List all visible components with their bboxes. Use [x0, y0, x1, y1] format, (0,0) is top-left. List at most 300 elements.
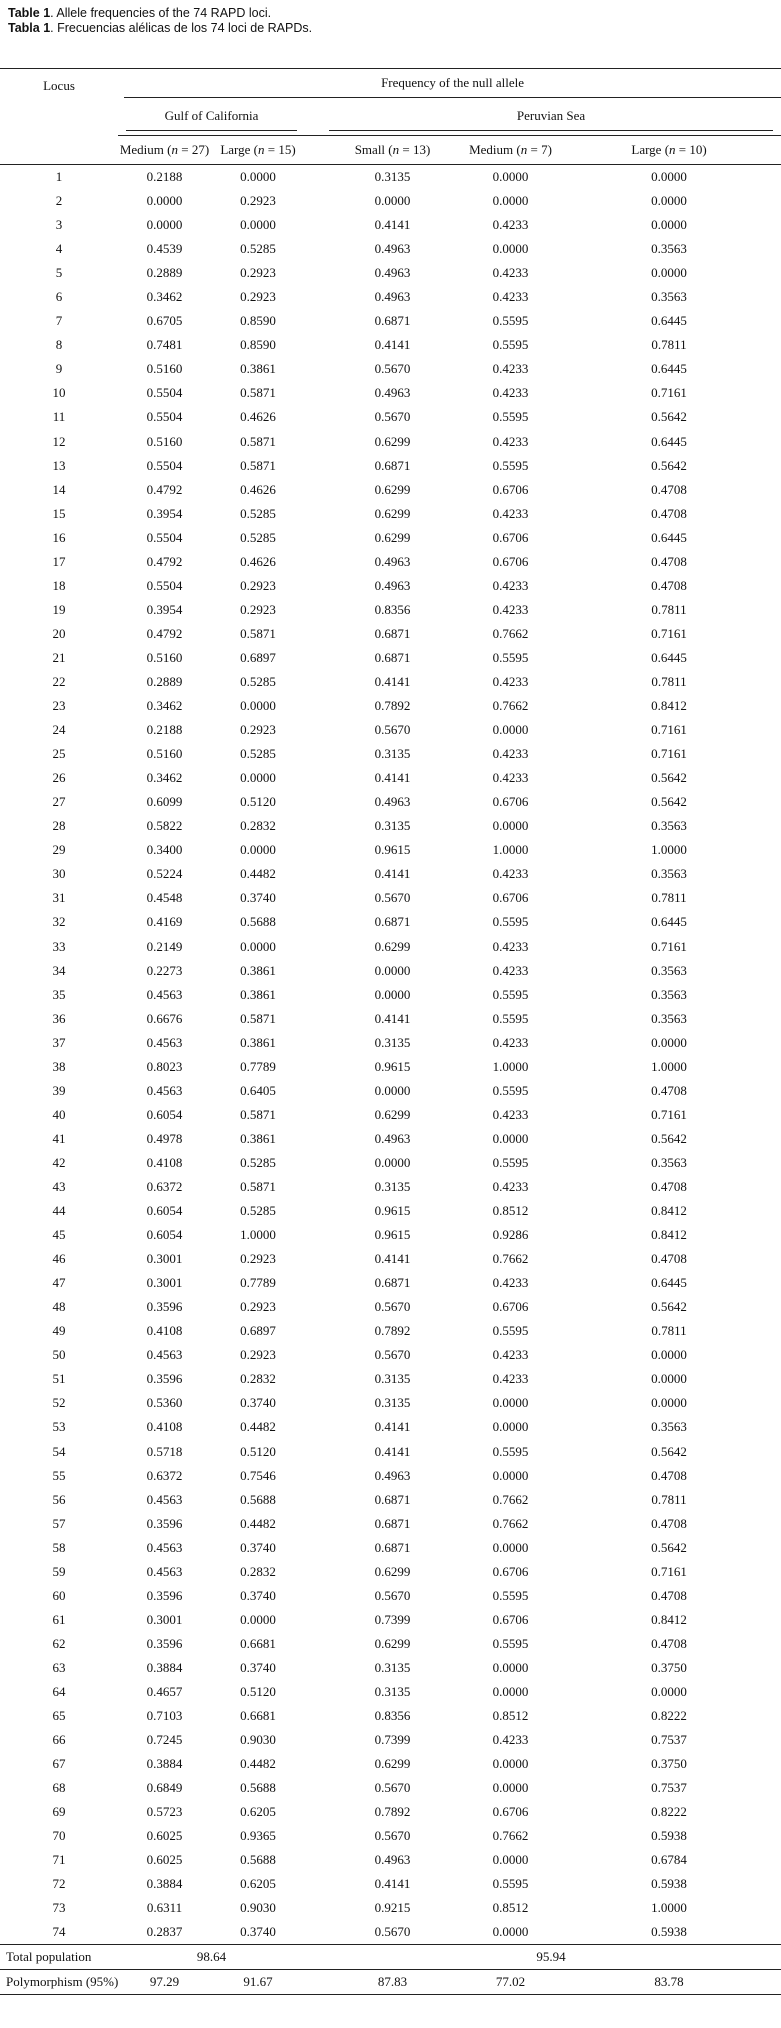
spacer-cell [305, 886, 321, 910]
locus-cell: 33 [52, 938, 66, 954]
frequency-cell: 0.3563 [651, 986, 687, 1002]
frequency-cell: 0.0000 [492, 1130, 529, 1146]
frequency-cell: 0.6849 [146, 1780, 183, 1796]
frequency-cell: 0.3596 [146, 1371, 183, 1387]
spacer-cell [305, 766, 321, 790]
table-row [0, 1824, 781, 1848]
table-row [0, 1055, 781, 1079]
spacer-cell [305, 1055, 321, 1079]
spacer-cell [305, 1439, 321, 1463]
peru-header-text: Peruvian Sea [329, 108, 773, 131]
locus-cell: 32 [52, 914, 66, 930]
frequency-cell: 0.3596 [146, 1635, 183, 1651]
frequency-cell: 0.5670 [374, 1587, 411, 1603]
frequency-cell: 0.5504 [146, 457, 183, 473]
frequency-cell: 0.3462 [146, 770, 183, 786]
frequency-cell: 0.6681 [240, 1708, 276, 1724]
spacer-cell [305, 1319, 321, 1343]
spacer-cell [305, 910, 321, 934]
locus-cell: 60 [52, 1587, 66, 1603]
frequency-cell: 0.4539 [146, 241, 183, 257]
frequency-cell: 0.3135 [374, 1371, 411, 1387]
frequency-cell: 0.7399 [374, 1611, 411, 1627]
frequency-cell: 0.6897 [240, 649, 276, 665]
frequency-cell: 0.5160 [146, 433, 183, 449]
frequency-cell: 0.6871 [374, 1275, 411, 1291]
table-row [0, 598, 781, 622]
frequency-cell: 0.6706 [492, 890, 529, 906]
frequency-cell: 0.3596 [146, 1587, 183, 1603]
frequency-cell: 0.2923 [240, 1347, 276, 1363]
frequency-cell: 0.6871 [374, 313, 411, 329]
locus-cell: 22 [52, 674, 66, 689]
frequency-cell: 0.2889 [146, 674, 183, 689]
locus-cell: 7 [55, 313, 63, 329]
table-row [0, 165, 781, 190]
frequency-cell: 0.6871 [374, 649, 411, 665]
caption-english [8, 6, 312, 21]
frequency-cell: 0.9286 [492, 1227, 529, 1243]
spacer-cell [305, 1680, 321, 1704]
gulf-header [118, 103, 305, 136]
frequency-cell: 0.5120 [240, 794, 276, 810]
spacer-cell [305, 333, 321, 357]
frequency-cell: 0.4233 [492, 1106, 529, 1122]
spacer-cell [305, 959, 321, 983]
table-row [0, 1223, 781, 1247]
frequency-cell: 0.7161 [651, 938, 687, 954]
frequency-cell: 0.4563 [146, 1539, 183, 1555]
locus-cell: 26 [52, 770, 66, 786]
frequency-cell: 0.5642 [651, 409, 687, 425]
spacer-cell [305, 1536, 321, 1560]
locus-cell: 73 [52, 1900, 66, 1916]
frequency-cell: 0.3563 [651, 818, 687, 834]
locus-cell: 39 [52, 1082, 66, 1098]
frequency-cell: 0.7892 [374, 698, 411, 714]
frequency-cell: 0.4141 [374, 1251, 411, 1267]
spacer-cell [305, 189, 321, 213]
frequency-cell: 0.4963 [374, 577, 411, 593]
frequency-cell: 0.7811 [651, 1323, 687, 1339]
locus-cell: 8 [55, 337, 63, 353]
frequency-cell: 0.6099 [146, 794, 183, 810]
frequency-cell: 0.4482 [240, 1756, 276, 1772]
frequency-cell: 0.4233 [492, 1371, 529, 1387]
frequency-cell: 0.0000 [240, 938, 276, 954]
spacer-cell [305, 357, 321, 381]
frequency-cell: 0.5938 [651, 1828, 687, 1844]
frequency-cell: 0.5504 [146, 385, 183, 401]
frequency-cell: 1.0000 [240, 1227, 276, 1243]
spacer-cell [305, 136, 321, 165]
frequency-cell: 0.6705 [146, 313, 183, 329]
frequency-cell: 0.0000 [492, 1852, 529, 1868]
frequency-cell: 0.4708 [651, 1515, 687, 1531]
frequency-cell: 0.4233 [492, 433, 529, 449]
frequency-cell: 0.8222 [651, 1708, 687, 1724]
frequency-cell: 0.6299 [374, 1106, 411, 1122]
frequency-cell: 0.6372 [146, 1178, 183, 1194]
frequency-cell: 0.5285 [240, 529, 276, 545]
frequency-cell: 1.0000 [651, 1900, 687, 1916]
frequency-cell: 0.7161 [651, 746, 687, 762]
spacer-cell [305, 285, 321, 309]
spacer-cell [305, 1103, 321, 1127]
frequency-cell: 0.7546 [240, 1467, 276, 1483]
frequency-cell: 0.5688 [240, 1491, 276, 1507]
table-row [0, 983, 781, 1007]
spacer-cell [305, 1367, 321, 1391]
polymorphism-label: Polymorphism (95%) [0, 1970, 118, 1995]
frequency-cell: 0.8222 [651, 1804, 687, 1820]
table-row [0, 309, 781, 333]
frequency-cell: 0.6445 [651, 1275, 687, 1291]
caption-english-text: . Allele frequencies of the 74 RAPD loci. [50, 6, 272, 20]
spacer-cell [305, 1247, 321, 1271]
table-row [0, 910, 781, 934]
frequency-cell: 0.6205 [240, 1804, 276, 1820]
frequency-cell: 0.7481 [146, 337, 183, 353]
frequency-cell: 0.4233 [492, 1275, 529, 1291]
locus-cell: 24 [52, 722, 66, 738]
frequency-cell: 0.4563 [146, 986, 183, 1002]
table-row [0, 454, 781, 478]
frequency-cell: 1.0000 [651, 842, 687, 858]
frequency-cell: 0.6706 [492, 1563, 529, 1579]
frequency-cell: 0.3563 [651, 289, 687, 305]
locus-cell: 66 [52, 1732, 66, 1748]
frequency-cell: 0.5718 [146, 1443, 183, 1459]
spacer-cell [305, 670, 321, 694]
table-row [0, 1103, 781, 1127]
frequency-cell: 0.3563 [651, 1419, 687, 1435]
frequency-cell: 0.5595 [492, 1323, 529, 1339]
table-row [0, 1367, 781, 1391]
spacer-cell [305, 1512, 321, 1536]
frequency-cell: 0.6025 [146, 1828, 183, 1844]
spacer-cell [305, 1391, 321, 1415]
polymorphism-value: 83.78 [557, 1970, 781, 1995]
frequency-cell: 0.0000 [651, 1395, 687, 1411]
table-row [0, 285, 781, 309]
frequency-cell: 0.4963 [374, 289, 411, 305]
spacer-cell [305, 1752, 321, 1776]
spacer-cell [305, 1343, 321, 1367]
frequency-cell: 0.6299 [374, 1756, 411, 1772]
frequency-cell: 0.0000 [651, 1683, 687, 1699]
frequency-cell: 0.3740 [240, 1539, 276, 1555]
frequency-cell: 0.5595 [492, 1082, 529, 1098]
locus-cell: 16 [52, 529, 66, 545]
frequency-cell: 0.0000 [211, 165, 305, 190]
spacer-cell [305, 1970, 321, 1995]
frequency-cell: 0.4233 [492, 770, 529, 786]
frequency-cell: 0.5595 [492, 1443, 529, 1459]
frequency-cell: 0.0000 [240, 770, 276, 786]
frequency-cell: 0.4563 [146, 1034, 183, 1050]
frequency-cell: 0.6871 [374, 625, 411, 641]
frequency-cell: 0.8412 [651, 1203, 687, 1219]
table-row [0, 1728, 781, 1752]
spacer-cell [305, 838, 321, 862]
frequency-cell: 0.6445 [651, 649, 687, 665]
spacer-cell [305, 1824, 321, 1848]
frequency-cell: 0.3861 [240, 1034, 276, 1050]
frequency-cell: 0.5360 [146, 1395, 183, 1411]
locus-cell: 74 [52, 1924, 66, 1940]
frequency-cell: 0.4708 [651, 1082, 687, 1098]
table-row [0, 1247, 781, 1271]
total-gulf-value: 98.64 [118, 1945, 305, 1970]
frequency-cell: 0.5595 [492, 1587, 529, 1603]
frequency-cell: 0.4792 [146, 553, 183, 569]
frequency-cell: 0.3135 [321, 165, 464, 190]
locus-cell: 1 [0, 165, 118, 190]
frequency-cell: 0.3462 [146, 289, 183, 305]
table-row [0, 1151, 781, 1175]
locus-cell: 14 [52, 481, 66, 497]
frequency-cell: 0.3861 [240, 361, 276, 377]
frequency-cell: 0.0000 [651, 1034, 687, 1050]
frequency-cell: 0.4963 [374, 241, 411, 257]
frequency-cell: 0.4482 [240, 1515, 276, 1531]
frequency-cell: 0.0000 [492, 1395, 529, 1411]
spacer-cell [305, 430, 321, 454]
table-row [0, 237, 781, 261]
frequency-cell: 0.6445 [651, 313, 687, 329]
spacer-cell [305, 309, 321, 333]
spacer-cell [305, 1920, 321, 1945]
frequency-cell: 0.5504 [146, 409, 183, 425]
frequency-cell: 0.7789 [240, 1275, 276, 1291]
spacer-cell [305, 1295, 321, 1319]
frequency-cell: 0.6445 [651, 433, 687, 449]
frequency-cell: 0.4792 [146, 481, 183, 497]
frequency-cell: 0.4233 [492, 289, 529, 305]
table-row [0, 1872, 781, 1896]
frequency-cell: 0.6054 [146, 1203, 183, 1219]
table-row [0, 790, 781, 814]
frequency-cell: 0.5871 [240, 1106, 276, 1122]
spacer-cell [305, 1199, 321, 1223]
frequency-cell: 0.0000 [146, 193, 183, 209]
frequency-cell: 0.2832 [240, 1563, 276, 1579]
spacer-cell [305, 1584, 321, 1608]
frequency-cell: 0.8023 [146, 1058, 183, 1074]
locus-cell: 59 [52, 1563, 66, 1579]
frequency-cell: 0.0000 [492, 241, 529, 257]
frequency-cell: 0.0000 [492, 1659, 529, 1675]
frequency-cell: 0.2923 [240, 289, 276, 305]
locus-cell: 44 [52, 1203, 66, 1219]
frequency-cell: 0.3135 [374, 1395, 411, 1411]
frequency-cell: 0.7662 [492, 625, 529, 641]
table-row [0, 1079, 781, 1103]
frequency-cell: 0.4233 [492, 866, 529, 882]
polymorphism-value: 87.83 [321, 1970, 464, 1995]
total-population-row [0, 1945, 781, 1970]
locus-cell: 64 [52, 1683, 66, 1699]
frequency-cell: 0.6205 [240, 1876, 276, 1892]
spacer-cell [305, 1656, 321, 1680]
table-row [0, 1319, 781, 1343]
frequency-cell: 0.4108 [146, 1323, 183, 1339]
frequency-cell: 0.4563 [146, 1563, 183, 1579]
frequency-cell: 0.6299 [374, 1563, 411, 1579]
locus-cell: 31 [52, 890, 66, 906]
locus-cell: 25 [52, 746, 66, 762]
frequency-cell: 0.7161 [651, 1106, 687, 1122]
frequency-cell: 0.3135 [374, 746, 411, 762]
frequency-cell: 0.5871 [240, 457, 276, 473]
frequency-cell: 0.4963 [374, 1467, 411, 1483]
table-row [0, 1464, 781, 1488]
table-row [0, 1391, 781, 1415]
caption-spanish-text: . Frecuencias alélicas de los 74 loci de RAPDs. [50, 21, 313, 35]
frequency-cell: 0.7161 [651, 1563, 687, 1579]
frequency-cell: 0.8512 [492, 1203, 529, 1219]
table-row [0, 694, 781, 718]
locus-cell: 4 [55, 241, 63, 257]
frequency-cell: 0.9615 [374, 1203, 411, 1219]
frequency-cell: 0.0000 [492, 1780, 529, 1796]
frequency-cell: 0.5642 [651, 1539, 687, 1555]
table-row [0, 1271, 781, 1295]
frequency-cell: 0.4233 [492, 1034, 529, 1050]
frequency-cell: 0.6706 [492, 794, 529, 810]
frequency-cell: 0.4233 [492, 746, 529, 762]
locus-cell: 19 [52, 601, 66, 617]
spacer-cell [305, 381, 321, 405]
frequency-cell: 0.0000 [492, 193, 529, 209]
frequency-cell: 0.0000 [651, 1347, 687, 1363]
table-row [0, 357, 781, 381]
spacer-cell [305, 790, 321, 814]
locus-cell: 54 [52, 1443, 66, 1459]
frequency-cell: 0.4482 [240, 1419, 276, 1435]
table-row [0, 526, 781, 550]
spacer-cell [305, 1704, 321, 1728]
locus-cell: 63 [52, 1659, 66, 1675]
table-row [0, 478, 781, 502]
frequency-cell: 0.6676 [146, 1010, 183, 1026]
frequency-cell: 0.0000 [374, 986, 411, 1002]
frequency-cell: 0.6372 [146, 1467, 183, 1483]
frequency-cell: 0.2188 [118, 165, 211, 190]
frequency-cell: 0.5670 [374, 409, 411, 425]
frequency-cell: 0.7161 [651, 625, 687, 641]
frequency-cell: 0.8512 [492, 1900, 529, 1916]
frequency-cell: 0.5670 [374, 361, 411, 377]
frequency-cell: 0.0000 [492, 1756, 529, 1772]
frequency-cell: 0.5670 [374, 1828, 411, 1844]
table-row [0, 1800, 781, 1824]
frequency-cell: 0.3462 [146, 698, 183, 714]
frequency-cell: 0.5595 [492, 986, 529, 1002]
table-row [0, 1127, 781, 1151]
locus-cell: 72 [52, 1876, 66, 1892]
locus-cell: 9 [55, 361, 63, 377]
frequency-cell: 0.7662 [492, 1491, 529, 1507]
frequency-cell: 0.0000 [464, 165, 557, 190]
frequency-cell: 0.4963 [374, 794, 411, 810]
spacer-cell [305, 1896, 321, 1920]
frequency-cell: 0.2923 [240, 193, 276, 209]
frequency-cell: 0.0000 [240, 1611, 276, 1627]
spacer-cell [305, 742, 321, 766]
frequency-cell: 0.7662 [492, 698, 529, 714]
locus-cell: 52 [52, 1395, 66, 1411]
frequency-cell: 0.2923 [240, 577, 276, 593]
frequency-cell: 0.8356 [374, 1708, 411, 1724]
frequency-cell: 0.6706 [492, 553, 529, 569]
frequency-cell: 0.3001 [146, 1611, 183, 1627]
frequency-cell: 0.0000 [240, 842, 276, 858]
frequency-cell: 0.4233 [492, 1178, 529, 1194]
frequency-cell: 0.2923 [240, 265, 276, 281]
frequency-cell: 0.3400 [146, 842, 183, 858]
frequency-cell: 0.6871 [374, 1515, 411, 1531]
spacer-cell [305, 1127, 321, 1151]
frequency-cell: 0.0000 [374, 962, 411, 978]
frequency-cell: 0.5642 [651, 1299, 687, 1315]
frequency-cell: 0.5285 [240, 674, 276, 689]
frequency-cell: 0.5160 [146, 649, 183, 665]
frequency-cell: 0.5285 [240, 1203, 276, 1219]
locus-cell: 10 [52, 385, 66, 401]
locus-cell: 2 [55, 193, 63, 209]
frequency-cell: 0.0000 [492, 818, 529, 834]
frequency-cell: 0.0000 [651, 217, 687, 233]
header-row-1 [0, 69, 781, 104]
table-row [0, 213, 781, 237]
frequency-cell: 0.4708 [651, 1178, 687, 1194]
frequency-cell: 0.4708 [651, 553, 687, 569]
frequency-cell: 0.4233 [492, 1347, 529, 1363]
frequency-cell: 0.5595 [492, 409, 529, 425]
table-row [0, 838, 781, 862]
frequency-cell: 0.5670 [374, 1780, 411, 1796]
spacer-cell [305, 454, 321, 478]
frequency-cell: 1.0000 [651, 1058, 687, 1074]
frequency-cell: 0.3884 [146, 1756, 183, 1772]
frequency-cell: 0.7662 [492, 1515, 529, 1531]
frequency-cell: 0.2273 [146, 962, 183, 978]
frequency-cell: 0.9615 [374, 1227, 411, 1243]
frequency-cell: 0.2923 [240, 722, 276, 738]
frequency-cell: 0.7245 [146, 1732, 183, 1748]
frequency-cell: 0.8412 [651, 1227, 687, 1243]
table-row [0, 1896, 781, 1920]
caption-spanish-label: Tabla 1 [8, 21, 51, 35]
frequency-cell: 0.4963 [374, 265, 411, 281]
frequency-cell: 0.4482 [240, 866, 276, 882]
spacer-cell [305, 1945, 321, 1970]
frequency-cell: 0.3740 [240, 1587, 276, 1603]
frequency-cell: 1.0000 [492, 1058, 529, 1074]
frequency-cell: 0.5871 [240, 1178, 276, 1194]
header-row-2 [0, 103, 781, 136]
spacer-cell [305, 405, 321, 429]
peru-header [321, 103, 781, 136]
frequency-cell: 0.7103 [146, 1708, 183, 1724]
frequency-cell: 0.0000 [492, 1924, 529, 1940]
spacer-cell [305, 814, 321, 838]
frequency-cell: 0.5871 [240, 625, 276, 641]
spacer-cell [305, 1464, 321, 1488]
frequency-cell: 0.4233 [492, 217, 529, 233]
